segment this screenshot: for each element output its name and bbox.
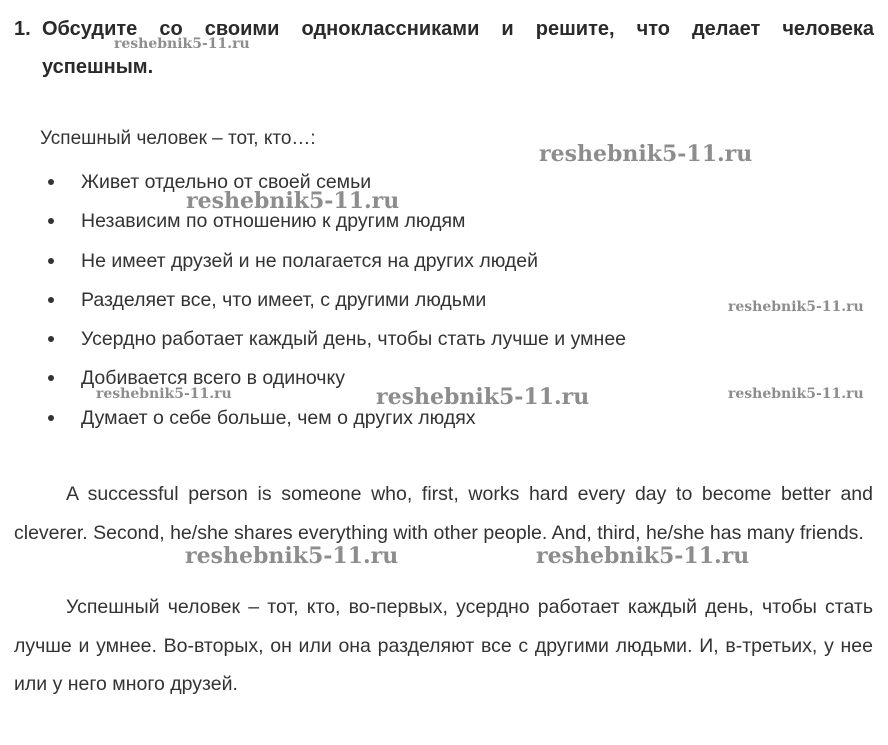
list-item-text: Живет отдельно от своей семьи xyxy=(81,171,372,193)
bullet-icon xyxy=(48,375,54,381)
task-text-line2: успешным. xyxy=(42,56,154,78)
answer-text-russian: Успешный человек – тот, кто, во-первых, усердно работает каждый день, чтобы стать лучше и умнее. Во-вторых, он или она разделяют все с другими людьми. И, в-третьих, у нее или у него много друзей. xyxy=(14,596,873,695)
bullet-icon xyxy=(48,258,54,264)
answer-text-english: A successful person is someone who, first, works hard every day to become better and cleverer. Second, he/she shares everything with other people. And, third, he/she has many friends. xyxy=(14,483,873,544)
list-item-text: Думает о себе больше, чем о других людях xyxy=(81,406,476,429)
task-text-line1: Обсудите со своими одноклассниками и решите, что делает человека xyxy=(42,18,874,40)
watermark: reshebnik5-11.ru xyxy=(728,299,864,315)
watermark: reshebnik5-11.ru xyxy=(185,543,399,569)
answer-paragraph-english xyxy=(14,475,873,552)
bullet-icon xyxy=(48,415,54,421)
watermark: reshebnik5-11.ru xyxy=(536,543,750,569)
list-item xyxy=(40,247,740,286)
bullet-icon xyxy=(48,336,54,342)
watermark: reshebnik5-11.ru xyxy=(376,384,590,410)
watermark: reshebnik5-11.ru xyxy=(114,36,250,52)
watermark: reshebnik5-11.ru xyxy=(539,141,753,167)
task-number: 1. xyxy=(14,18,31,40)
list-item-text: Не имеет друзей и не полагается на других людей xyxy=(81,249,539,272)
bullet-icon xyxy=(48,179,54,185)
answer-paragraph-russian xyxy=(14,588,873,704)
list-item-text: Добивается всего в одиночку xyxy=(81,367,345,390)
list-item xyxy=(40,325,740,364)
list-intro: Успешный человек – тот, кто…: xyxy=(40,128,316,149)
list-item xyxy=(40,286,740,325)
watermark: reshebnik5-11.ru xyxy=(96,386,232,402)
list-item-text: Независим по отношению к другим людям xyxy=(81,210,466,233)
list-item-text: Разделяет все, что имеет, с другими людьми xyxy=(81,288,487,311)
watermark: reshebnik5-11.ru xyxy=(728,386,864,402)
bullet-icon xyxy=(48,297,54,303)
list-item-text: Усердно работает каждый день, чтобы стать лучше и умнее xyxy=(81,328,627,351)
watermark: reshebnik5-11.ru xyxy=(186,188,400,214)
bullet-icon xyxy=(48,218,54,224)
